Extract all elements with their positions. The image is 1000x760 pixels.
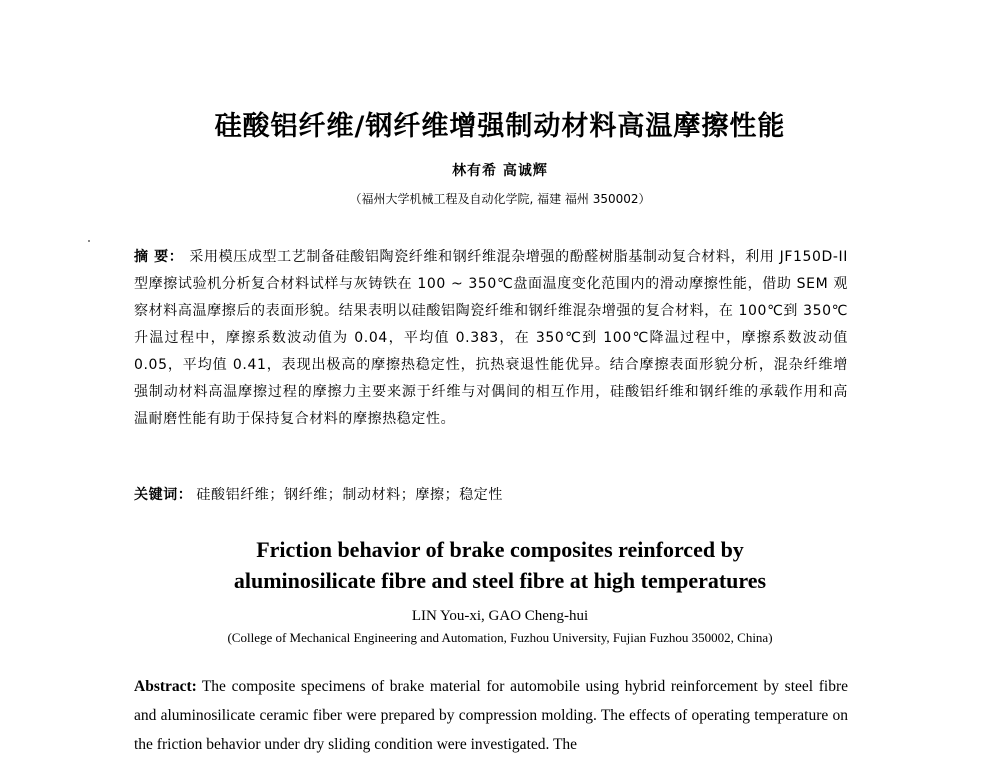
scan-speck [88, 240, 90, 242]
english-affiliation: (College of Mechanical Engineering and Automation, Fuzhou University, Fujian Fuzhou 350002, China) [227, 630, 773, 645]
chinese-affiliation: （福州大学机械工程及自动化学院, 福建 福州 350002） [349, 192, 651, 206]
chinese-keywords [134, 484, 848, 504]
chinese-title: 硅酸铝纤维/钢纤维增强制动材料高温摩擦性能 [214, 111, 786, 142]
english-abstract-label: Abstract: [134, 678, 197, 695]
chinese-abstract [134, 244, 848, 433]
chinese-keywords-label: 关键词： [134, 487, 193, 503]
chinese-abstract-label: 摘 要： [134, 249, 184, 265]
english-authors: LIN You-xi, GAO Cheng-hui [411, 608, 589, 624]
chinese-abstract-text: 采用模压成型工艺制备硅酸铝陶瓷纤维和钢纤维混杂增强的酚醛树脂基制动复合材料，利用 JF150D-II 型摩擦试验机分析复合材料试样与灰铸铁在 100 ~ 350℃盘面温度变化范围内的滑动摩擦性能，借助 SEM 观察材料高温摩擦后的表面形貌。结果表明以硅酸铝陶瓷纤维和钢纤维混杂增强的复合材料，在 100℃到 350℃升温过程中，摩擦系数波动值为 0.04，平均值 0.383，在 350℃到 100℃降温过程中，摩擦系数波动值 0.05，平均值 0.41，表现出极高的摩擦热稳定性，抗热衰退性能优异。结合摩擦表面形貌分析，混杂纤维增强制动材料高温摩擦过程的摩擦力主要来源于纤维与对偶间的相互作用，硅酸铝纤维和钢纤维的承载作用和高温耐磨性能有助于保持复合材料的摩擦热稳定性。 [134, 249, 848, 427]
chinese-keywords-text: 硅酸铝纤维；钢纤维；制动材料；摩擦；稳定性 [196, 487, 504, 503]
english-abstract-text: The composite specimens of brake material for automobile using hybrid reinforcement by steel fibre and aluminosilicate ceramic fiber were prepared by compression molding. The effects of operating temperature on the friction behavior under dry sliding condition were investigated. The [134, 678, 848, 753]
english-title [0, 534, 1000, 596]
english-title-line-2: aluminosilicate fibre and steel fibre at high temperatures [233, 568, 767, 593]
english-abstract [134, 672, 848, 759]
english-title-line-1: Friction behavior of brake composites reinforced by [256, 537, 744, 562]
chinese-authors: 林有希 高诚辉 [452, 163, 548, 179]
